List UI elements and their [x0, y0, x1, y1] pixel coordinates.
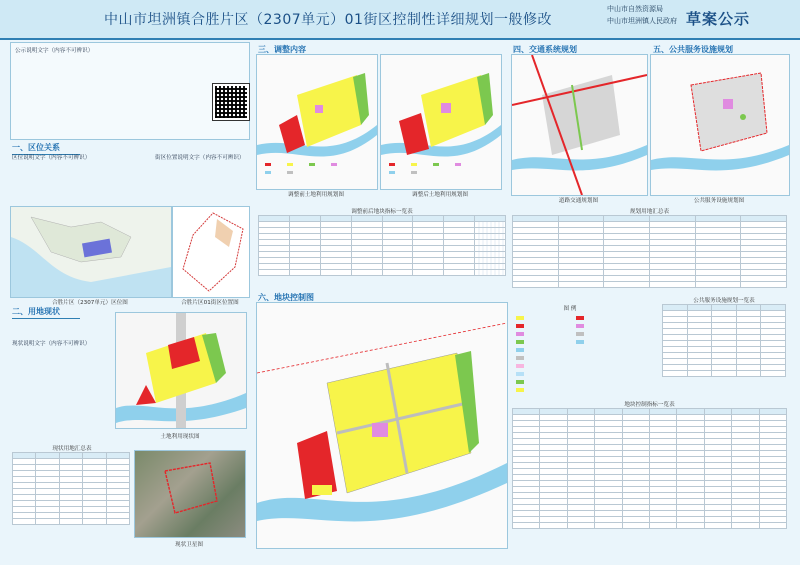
- header-bar: [0, 0, 800, 40]
- caption-traffic: 道路交通规划图: [558, 198, 599, 204]
- status-map-svg: [116, 313, 246, 428]
- control-table: [512, 408, 787, 529]
- control-svg: [257, 303, 507, 548]
- facility-svg: [651, 55, 789, 195]
- caption-adjust-table: 调整前后地块指标一览表: [351, 209, 413, 215]
- legend-swatches: [514, 314, 644, 414]
- caption-aerial: 现状卫星图: [175, 542, 203, 548]
- section-adjustment: 三、调整内容: [258, 45, 306, 54]
- caption-block-map: 合胜片区01街区位置图: [181, 300, 239, 306]
- legend: [514, 314, 644, 414]
- draft-stamp: 草案公示: [686, 10, 751, 28]
- facility-table: [662, 304, 786, 377]
- status-map: [115, 312, 247, 429]
- plan-after-map: [380, 54, 502, 190]
- location-text: 区位说明文字（内容不可辨识）: [12, 155, 91, 161]
- traffic-svg: [512, 55, 647, 195]
- caption-legend: 图 例: [563, 306, 577, 312]
- plan-before-svg: [257, 55, 377, 189]
- block-location-svg: [173, 207, 249, 297]
- notice-line: 公示说明文字（内容不可辨识）: [15, 48, 94, 54]
- location-map-svg: [11, 207, 171, 297]
- facility-map: [650, 54, 790, 196]
- caption-control-table: 地块控制指标一览表: [624, 402, 675, 408]
- qr-code: [213, 84, 249, 120]
- status-text: 现状说明文字（内容不可辨识）: [12, 341, 91, 347]
- page-title: 中山市坦洲镇合胜片区（2307单元）01街区控制性详细规划一般修改: [104, 12, 552, 28]
- section-facility: 五、公共服务设施规划: [653, 45, 733, 54]
- section-status: 二、用地现状: [12, 307, 60, 316]
- block-location-map: [172, 206, 250, 298]
- section-location: 一、区位关系: [12, 143, 60, 152]
- notice-text: [15, 47, 211, 56]
- traffic-map: [511, 54, 648, 196]
- caption-after: 调整后土地利用规划图: [412, 192, 468, 198]
- plan-after-svg: [381, 55, 501, 189]
- caption-facility-table: 公共服务设施规划一览表: [693, 298, 755, 304]
- location-map: [10, 206, 172, 298]
- location-text-2: 街区位置说明文字（内容不可辨识）: [155, 155, 245, 161]
- landuse-table: [512, 215, 787, 288]
- caption-status-table: 现状用地汇总表: [52, 446, 92, 452]
- caption-before: 调整前土地利用规划图: [288, 192, 344, 198]
- section-traffic: 四、交通系统规划: [513, 45, 577, 54]
- section-control: 六、地块控制图: [258, 293, 314, 302]
- aerial-overlay-svg: [135, 451, 245, 537]
- plan-before-map: [256, 54, 378, 190]
- caption-location-map: 合胜片区（2307单元）区位图: [52, 300, 128, 306]
- status-table: [12, 452, 130, 525]
- caption-facility: 公共服务设施规划图: [693, 198, 745, 204]
- control-map: [256, 302, 508, 549]
- caption-landuse-table: 规划用地汇总表: [629, 209, 670, 215]
- org-line-1: 中山市自然资源局: [607, 5, 663, 13]
- aerial-photo: [134, 450, 246, 538]
- caption-status-map: 土地利用现状图: [160, 434, 200, 440]
- org-line-2: 中山市坦洲镇人民政府: [607, 17, 677, 25]
- adjust-table: [258, 215, 506, 276]
